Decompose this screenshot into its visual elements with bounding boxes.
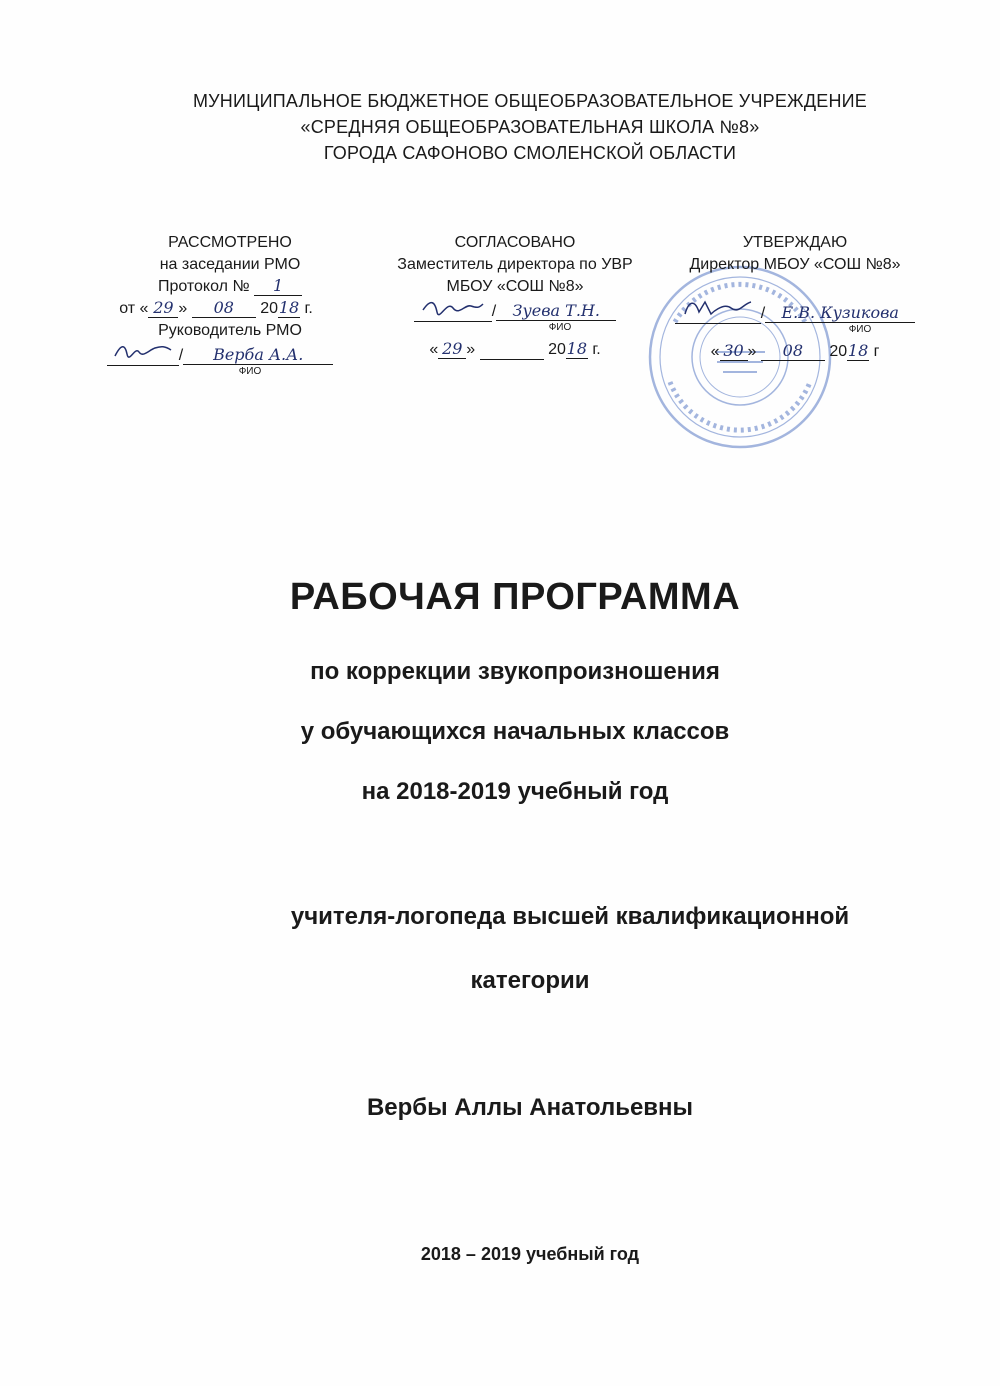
- considered-day: 29: [148, 299, 178, 318]
- agreed-month: [480, 341, 544, 360]
- considered-month: 08: [192, 299, 256, 318]
- considered-signature-line: / Верба А.А. ФИО: [80, 342, 360, 377]
- subtitle-line-3: на 2018-2019 учебный год: [361, 778, 669, 805]
- teacher-position: учителя-логопеда высшей квалификационной: [290, 903, 850, 930]
- approved-date: « 30 » 08 2018 г: [710, 341, 880, 360]
- considered-date: от « 29 » 08 2018 г.: [119, 298, 313, 317]
- agreed-line1: Заместитель директора по УВР: [397, 256, 633, 273]
- approved-year: 18: [847, 341, 869, 360]
- approved-fio-label: ФИО: [848, 324, 872, 335]
- agreed-heading: СОГЛАСОВАНО: [454, 234, 576, 251]
- teacher-name: Вербы Аллы Анатольевны: [366, 1094, 694, 1121]
- agreed-day: 29: [438, 340, 466, 359]
- approval-considered: [100, 232, 360, 377]
- approval-agreed: [380, 232, 650, 361]
- approved-signature-line: / Е.В. Кузикова ФИО: [665, 298, 925, 335]
- handwritten-signature-icon: [107, 342, 179, 366]
- considered-fio-label: ФИО: [238, 366, 262, 377]
- protocol-line: Протокол № 1: [100, 276, 360, 298]
- protocol-number: 1: [254, 277, 302, 296]
- approved-month: 08: [761, 342, 825, 361]
- agreed-signature-name: Зуева Т.Н.: [496, 302, 616, 321]
- header-line-2: «СРЕДНЯЯ ОБЩЕОБРАЗОВАТЕЛЬНАЯ ШКОЛА №8»: [300, 117, 760, 137]
- subtitle-line-1: по коррекции звукопроизношения: [310, 658, 720, 685]
- considered-year: 18: [278, 298, 300, 317]
- considered-line1: на заседании РМО: [159, 256, 301, 273]
- subtitle-line-2: у обучающихся начальных классов: [300, 718, 730, 745]
- approved-day: 30: [720, 342, 748, 361]
- approved-heading: УТВЕРЖДАЮ: [742, 234, 848, 251]
- header-line-1: МУНИЦИПАЛЬНОЕ БЮДЖЕТНОЕ ОБЩЕОБРАЗОВАТЕЛЬНОЕ УЧРЕЖДЕНИЕ: [192, 91, 868, 111]
- approved-line1: Директор МБОУ «СОШ №8»: [689, 256, 901, 273]
- header-line-3: ГОРОДА САФОНОВО СМОЛЕНСКОЙ ОБЛАСТИ: [323, 143, 737, 163]
- considered-role: Руководитель РМО: [158, 322, 302, 339]
- approval-approved: [665, 232, 925, 363]
- agreed-date: « 29 » 2018 г.: [429, 339, 601, 358]
- considered-signature-name: Верба А.А.: [183, 346, 333, 365]
- agreed-signature-line: / Зуева Т.Н. ФИО: [380, 298, 650, 333]
- agreed-year: 18: [566, 339, 588, 358]
- document-title: РАБОЧАЯ ПРОГРАММА: [289, 576, 741, 618]
- agreed-fio-label: ФИО: [548, 322, 572, 333]
- handwritten-signature-icon: [675, 298, 761, 324]
- considered-heading: РАССМОТРЕНО: [168, 234, 292, 251]
- institution-header: [0, 88, 1000, 166]
- teacher-category: категории: [470, 967, 590, 994]
- agreed-line2: МБОУ «СОШ №8»: [446, 278, 584, 295]
- handwritten-signature-icon: [414, 298, 492, 322]
- footer-year: 2018 – 2019 учебный год: [420, 1244, 640, 1264]
- approved-signature-name: Е.В. Кузикова: [765, 304, 915, 323]
